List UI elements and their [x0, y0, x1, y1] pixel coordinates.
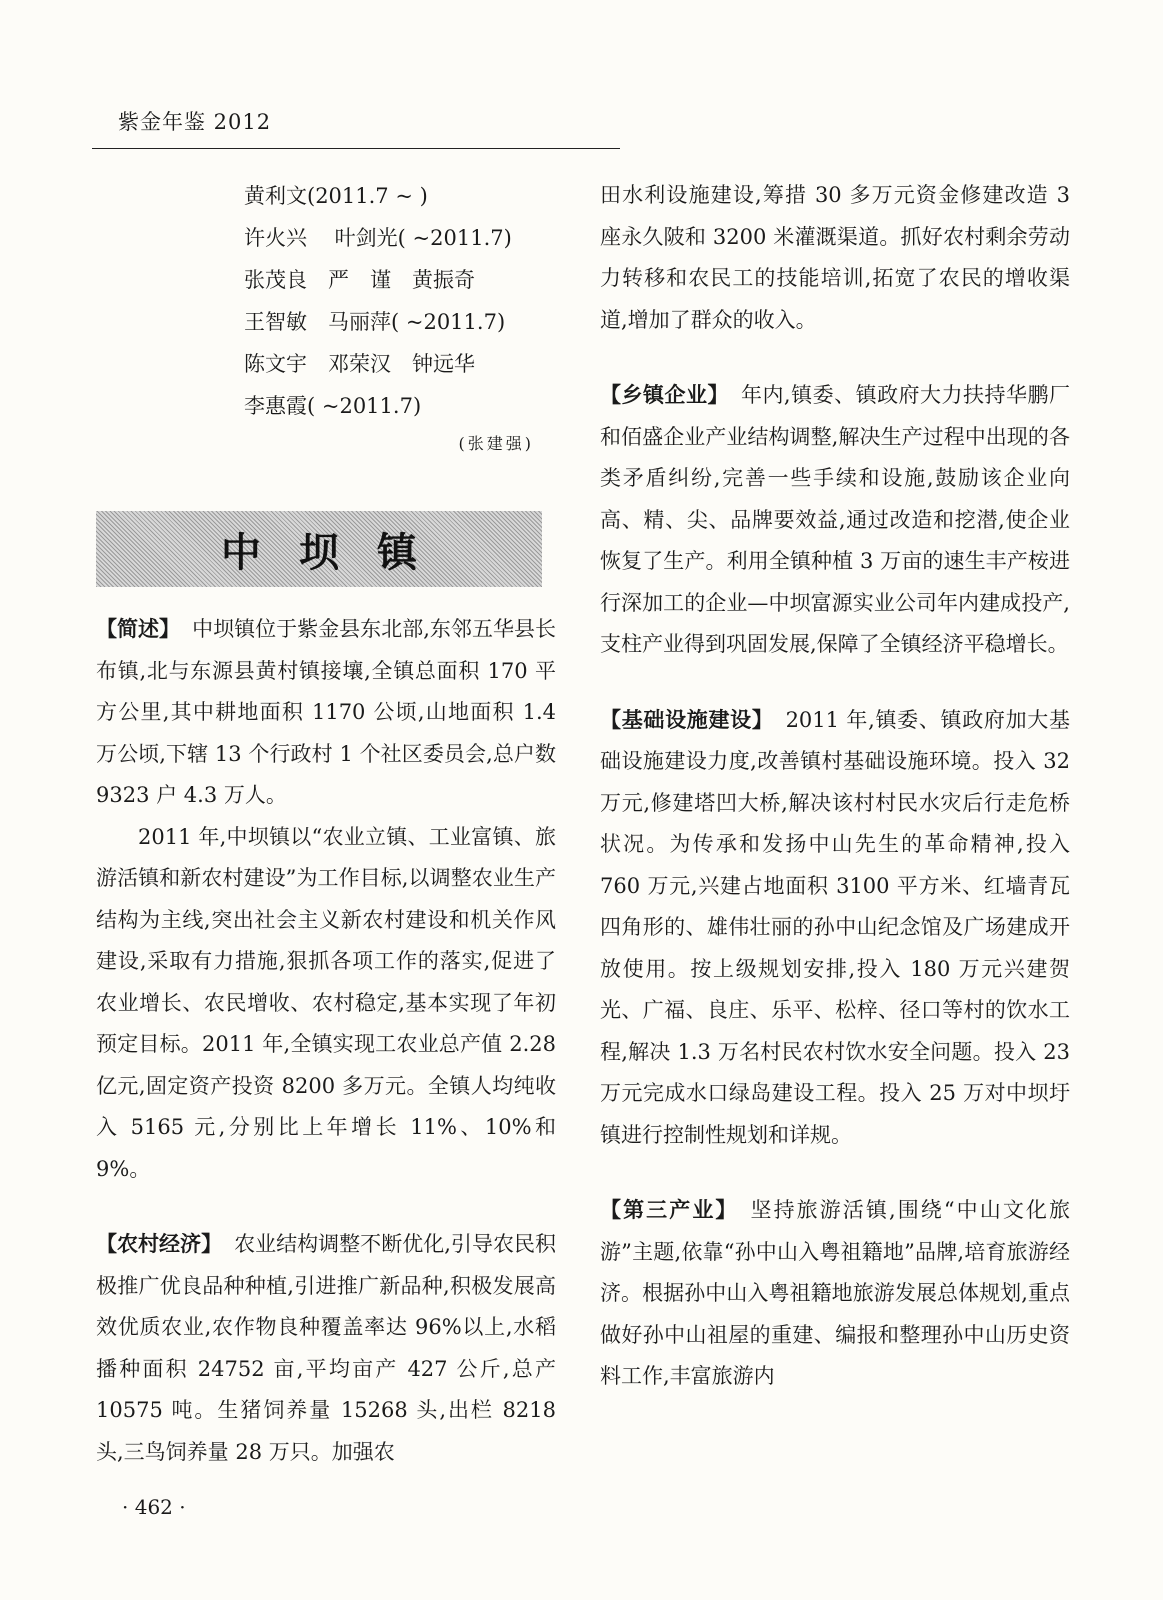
overview-paragraph [96, 609, 556, 817]
right-column [600, 175, 1070, 1398]
page-number: · 462 · [122, 1495, 186, 1519]
left-column [96, 175, 556, 1473]
officials-line: 黄利文(2011.7 ~ ) [244, 184, 428, 208]
section-tag-enterprise: 【乡镇企业】 [600, 383, 729, 407]
infrastructure-text: 2011 年,镇委、镇政府加大基础设施建设力度,改善镇村基础设施环境。投入 32 万元,修建塔凹大桥,解决该村村民水灾后行走危桥状况。为传承和发扬中山先生的革命精神,投入 760 万元,兴建占地面积 3100 平方米、红墙青瓦四角形的、雄伟壮丽的孙中山纪念馆及广场建成开放使用。按上级规划安排,投入 180 万元兴建贺光、广福、良庄、乐平、松梓、径口等村的饮水工程,解决 1.3 万名村民农村饮水安全问题。投入 23 万元完成水口绿岛建设工程。投入 25 万对中坝圩镇进行控制性规划和详规。 [600, 707, 1070, 1147]
town-title-banner [96, 511, 542, 587]
enterprise-text: 年内,镇委、镇政府大力扶持华鹏厂和佰盛企业产业结构调整,解决生产过程中出现的各类矛盾纠纷,完善一些手续和设施,鼓励该企业向高、精、尖、品牌要效益,通过改造和挖潜,使企业恢复了生产。利用全镇种植 3 万亩的速生丰产桉进行深加工的企业—中坝富源实业公司年内建成投产,支柱产业得到巩固发展,保障了全镇经济平稳增长。 [600, 383, 1070, 656]
running-header: 紫金年鉴 2012 [118, 110, 272, 134]
rural-economy-continued: 田水利设施建设,筹措 30 多万元资金修建改造 3 座永久陂和 3200 米灌溉渠道。抓好农村剩余劳动力转移和农民工的技能培训,拓宽了农民的增收渠道,增加了群众的收入。 [600, 183, 1070, 332]
officials-line: 王智敏 马丽萍( ~2011.7) [244, 310, 506, 334]
officials-line: 张茂良 严 谨 黄振奇 [244, 268, 475, 292]
rural-economy-paragraph [96, 1224, 556, 1473]
section-tag-infrastructure: 【基础设施建设】 [600, 707, 774, 732]
header-rule [92, 148, 620, 149]
enterprise-paragraph [600, 375, 1070, 666]
section-tag-rural: 【农村经济】 [96, 1232, 223, 1256]
author-credit: (张建强) [458, 434, 534, 453]
tertiary-paragraph [600, 1190, 1070, 1398]
officials-line: 李惠霞( ~2011.7) [244, 394, 422, 418]
rural-text: 农业结构调整不断优化,引导农民积极推广优良品种种植,引进推广新品种,积极发展高效优质农业,农作物良种覆盖率达 96%以上,水稻播种面积 24752 亩,平均亩产 427 公斤,总产 10575 吨。生猪饲养量 15268 头,出栏 8218 头,三鸟饲养量 28 万只。加强农 [96, 1232, 556, 1464]
overview-text: 中坝镇位于紫金县东北部,东邻五华县长布镇,北与东源县黄村镇接壤,全镇总面积 170 平方公里,其中耕地面积 1170 公顷,山地面积 1.4 万公顷,下辖 13 个行政村 1 个社区委员会,总户数 9323 户 4.3 万人。 [96, 617, 556, 807]
officials-line: 陈文宇 邓荣汉 钟远华 [244, 352, 475, 376]
tertiary-text: 坚持旅游活镇,围绕“中山文化旅游”主题,依靠“孙中山入粤祖籍地”品牌,培育旅游经济。根据孙中山入粤祖籍地旅游发展总体规划,重点做好孙中山祖屋的重建、编报和整理孙中山历史资料工作,丰富旅游内 [600, 1198, 1070, 1388]
officials-list [244, 175, 556, 427]
officials-line: 许火兴 叶剑光( ~2011.7) [244, 226, 512, 250]
infrastructure-paragraph [600, 700, 1070, 1157]
overview-paragraph-2: 2011 年,中坝镇以“农业立镇、工业富镇、旅游活镇和新农村建设”为工作目标,以调整农业生产结构为主线,突出社会主义新农村建设和机关作风建设,采取有力措施,狠抓各项工作的落实,促进了农业增长、农民增收、农村稳定,基本实现了年初预定目标。2011 年,全镇实现工农业总产值 2.28 亿元,固定资产投资 8200 多万元。全镇人均纯收入 5165 元,分别比上年增长 11%、10%和 9%。 [96, 824, 556, 1181]
section-tag-tertiary: 【第三产业】 [600, 1198, 739, 1222]
section-tag-overview: 【简述】 [96, 617, 181, 641]
town-title: 中坝镇 [221, 529, 455, 576]
